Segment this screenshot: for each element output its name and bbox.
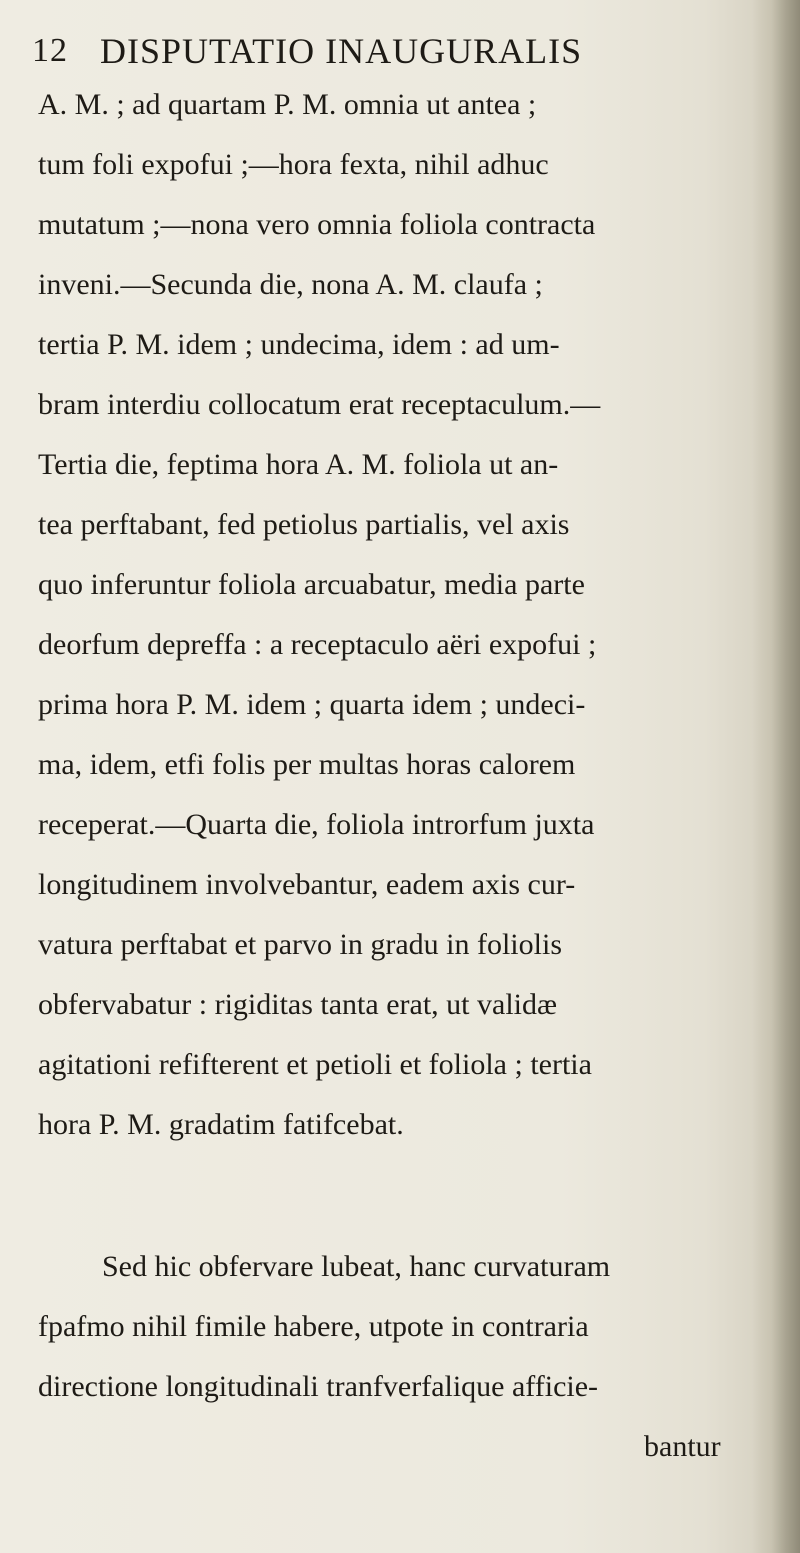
- text-line: fpafmo nihil fimile habere, utpote in contraria: [38, 1310, 589, 1343]
- text-line: inveni.—Secunda die, nona A. M. claufa ;: [38, 268, 543, 301]
- text-line: prima hora P. M. idem ; quarta idem ; undeci-: [38, 688, 586, 721]
- catchword: bantur: [644, 1430, 721, 1463]
- text-line: tea perftabant, fed petiolus partialis, vel axis: [38, 508, 570, 541]
- text-line: directione longitudinali tranfverfalique afficie-: [38, 1370, 599, 1403]
- page-header: [32, 28, 752, 78]
- text-line: agitationi refifterent et petioli et foliola ; tertia: [38, 1048, 592, 1081]
- text-line: obfervabatur : rigiditas tanta erat, ut validæ: [38, 988, 557, 1021]
- text-line: quo inferuntur foliola arcuabatur, media parte: [38, 568, 585, 601]
- text-line: tum foli expofui ;—hora fexta, nihil adhuc: [38, 148, 549, 181]
- text-line: Tertia die, feptima hora A. M. foliola ut an-: [38, 448, 559, 481]
- text-line: A. M. ; ad quartam P. M. omnia ut antea ;: [38, 88, 537, 121]
- text-line: longitudinem involvebantur, eadem axis cur-: [38, 868, 576, 901]
- text-line: receperat.—Quarta die, foliola introrfum juxta: [38, 808, 595, 841]
- page-edge-shadow: [752, 0, 800, 1553]
- running-title: DISPUTATIO INAUGURALIS: [100, 31, 583, 71]
- text-line: hora P. M. gradatim fatifcebat.: [38, 1108, 404, 1141]
- text-line: bram interdiu collocatum erat receptaculum.—: [38, 388, 601, 421]
- text-line: ma, idem, etfi folis per multas horas calorem: [38, 748, 576, 781]
- text-line: vatura perftabat et parvo in gradu in foliolis: [38, 928, 562, 961]
- text-line: mutatum ;—nona vero omnia foliola contracta: [38, 208, 596, 241]
- paragraph-start-line: Sed hic obfervare lubeat, hanc curvaturam: [102, 1250, 611, 1283]
- text-line: tertia P. M. idem ; undecima, idem : ad um-: [38, 328, 560, 361]
- text-line: deorfum depreffa : a receptaculo aëri expofui ;: [38, 628, 597, 661]
- page-number: 12: [32, 32, 68, 69]
